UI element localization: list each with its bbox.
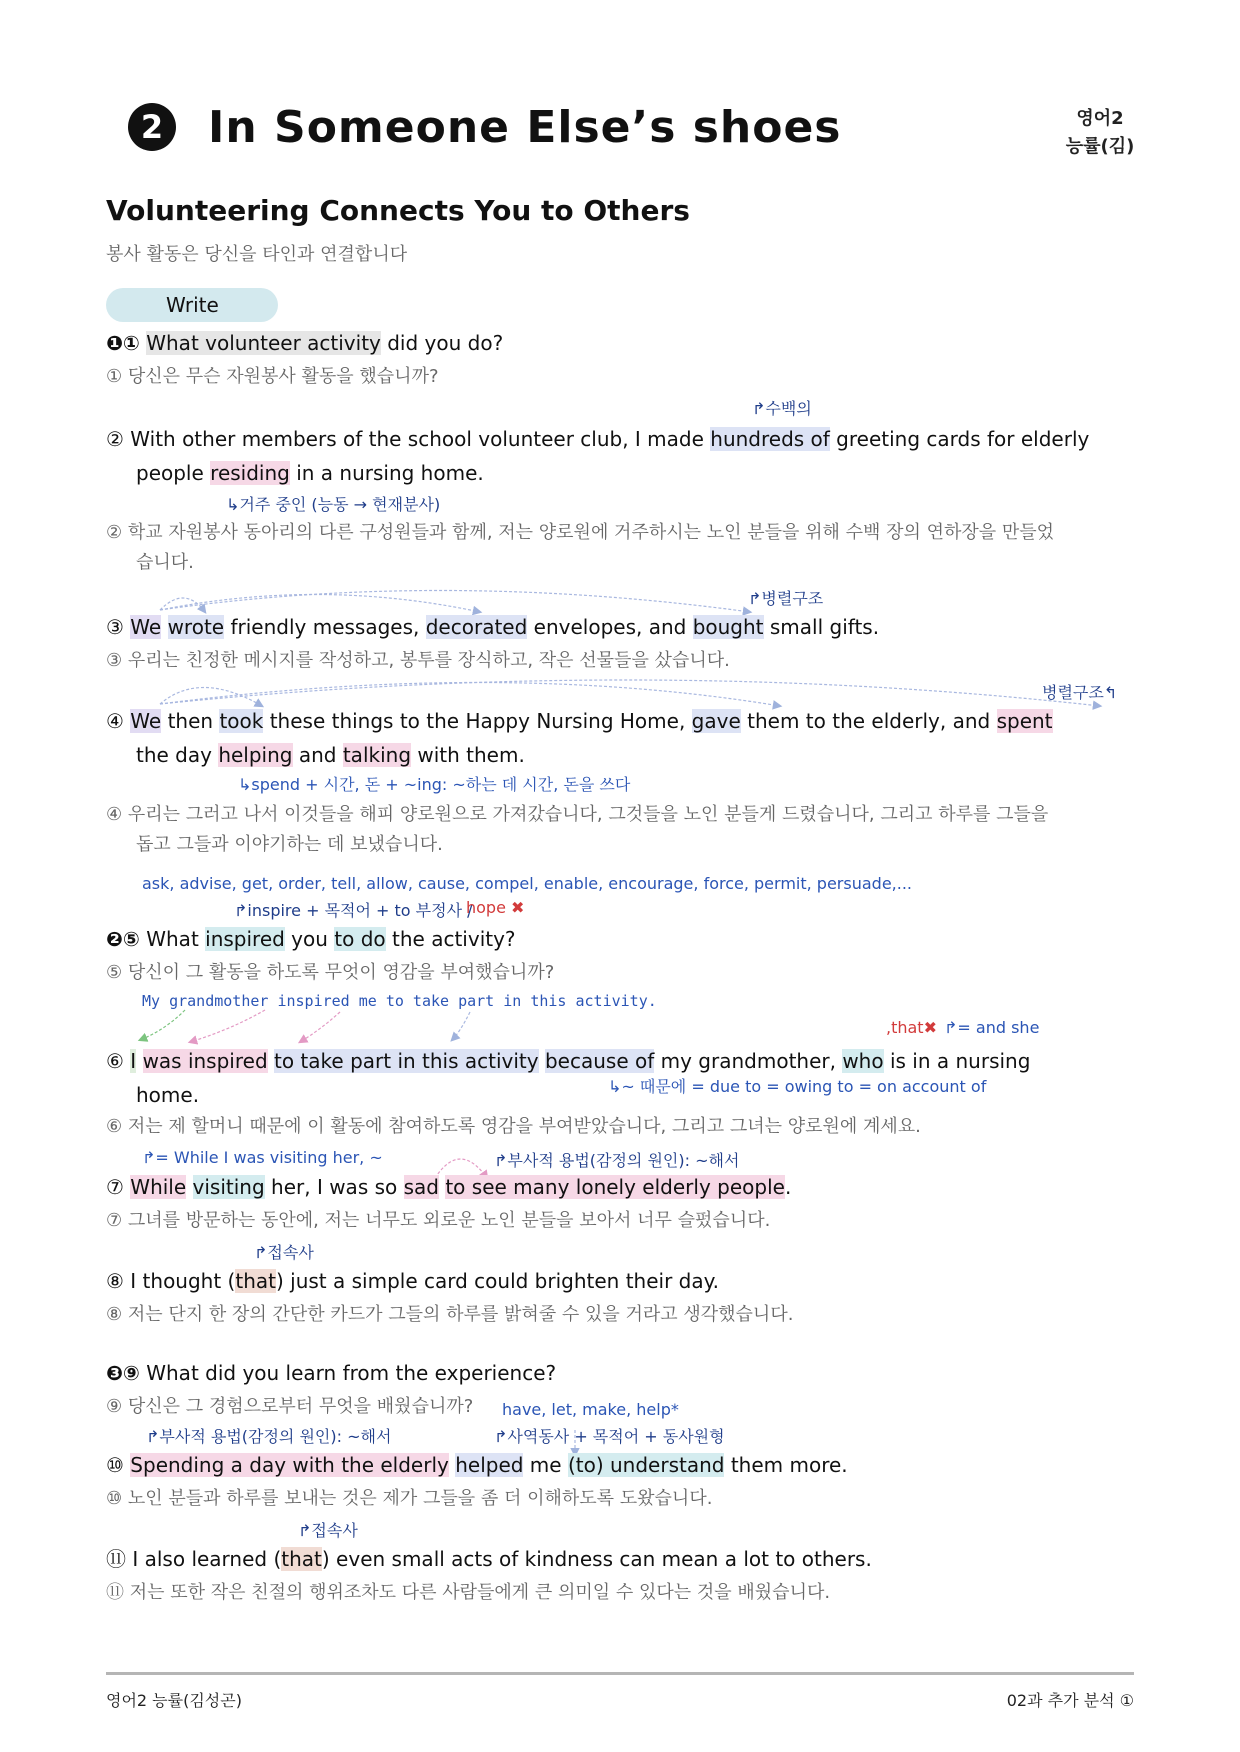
sentence-1: ❶① What volunteer activity did you do? — [106, 331, 504, 355]
annotation-have-let: have, let, make, help* — [502, 1400, 679, 1419]
sentence-1-ko: ① 당신은 무슨 자원봉사 활동을 했습니까? — [106, 366, 439, 387]
footer-left: 영어2 능률(김성곤) — [106, 1691, 242, 1710]
sentence-5-ko: ⑤ 당신이 그 활동을 하도록 무엇이 영감을 부여했습니까? — [106, 962, 555, 983]
section-title: Volunteering Connects You to Others — [106, 194, 690, 227]
footer-divider — [106, 1672, 1134, 1675]
annotation-residing: ↳거주 중인 (능동 → 현재분사) — [226, 495, 441, 514]
lesson-number-badge: 2 — [128, 103, 176, 151]
sentence-6-ko: ⑥ 저는 제 할머니 때문에 이 활동에 참여하도록 영감을 부여받았습니다, 그리고 그녀는 양로원에 계세요. — [106, 1116, 921, 1137]
corner-subject: 영어2 — [1076, 108, 1124, 129]
sentence-6: ⑥ I was inspired to take part in this activity because of my grandmother, who is in a nursing home. — [106, 1049, 1031, 1107]
annotation-hope: hope ✖ — [466, 898, 525, 917]
sentence-3-ko: ③ 우리는 친정한 메시지를 작성하고, 봉투를 장식하고, 작은 선물들을 샀습니다. — [106, 650, 730, 671]
sentence-8-ko: ⑧ 저는 단지 한 장의 간단한 카드가 그들의 하루를 밝혀줄 수 있을 거라고 생각했습니다. — [106, 1304, 794, 1325]
sentence-8: ⑧ I thought (that) just a simple card could brighten their day. — [106, 1269, 719, 1293]
write-tab[interactable]: Write — [106, 288, 278, 322]
corner-publisher: 능률(김) — [1065, 136, 1135, 157]
sentence-4-ko-line2: 돕고 그들과 이야기하는 데 보냈습니다. — [136, 834, 443, 855]
lesson-title: In Someone Else’s shoes — [208, 102, 842, 153]
sentence-7-ko: ⑦ 그녀를 방문하는 동안에, 저는 너무도 외로운 노인 분들을 보아서 너무 슬펐습니다. — [106, 1210, 771, 1231]
sentence-7: ⑦ While visiting her, I was so sad to see many lonely elderly people. — [106, 1175, 792, 1199]
annotation-because: ↳~ 때문에 = due to = owing to = on account of — [608, 1077, 987, 1096]
sentence-2-ko-line1: ② 학교 자원봉사 동아리의 다른 구성원들과 함께, 저는 양로원에 거주하시는 노인 분들을 위해 수백 장의 연하장을 만들었 — [106, 522, 1055, 543]
annotation-hundreds: ↱수백의 — [752, 399, 812, 418]
annotation-adverbial-1: ↱부사적 용법(감정의 원인): ~해서 — [494, 1151, 740, 1170]
sentence-10-ko: ⑩ 노인 분들과 하루를 보내는 것은 제가 그들을 좀 더 이해하도록 도왔습니다. — [106, 1488, 713, 1509]
annotation-verbs-list: ask, advise, get, order, tell, allow, cause, compel, enable, encourage, force, permit, persuade,... — [142, 874, 912, 893]
annotation-adverbial-2: ↱부사적 용법(감정의 원인): ~해서 — [146, 1427, 392, 1446]
sentence-10: ⑩ Spending a day with the elderly helped me (to) understand them more. — [106, 1453, 848, 1477]
sentence-4: ④ We then took these things to the Happy Nursing Home, gave them to the elderly, and spent the day helping and talking with them. — [106, 709, 1053, 767]
sentence-11-ko: ⑪ 저는 또한 작은 친절의 행위조차도 다른 사람들에게 큰 의미일 수 있다는 것을 배웠습니다. — [106, 1582, 831, 1603]
annotation-inspire: ↱inspire + 목적어 + to 부정사 / — [234, 901, 473, 920]
annotation-parallel-1: ↱병렬구조 — [748, 589, 824, 608]
annotation-that-x: ,that✖ — [886, 1018, 937, 1037]
sentence-9: ❸⑨ What did you learn from the experience? — [106, 1361, 557, 1385]
sentence-9-ko: ⑨ 당신은 그 경험으로부터 무엇을 배웠습니까? — [106, 1396, 474, 1417]
annotation-parallel-2: 병렬구조↰ — [1042, 683, 1118, 702]
annotation-conj-1: ↱접속사 — [254, 1243, 314, 1262]
annotation-spend: ↳spend + 시간, 돈 + ~ing: ~하는 데 시간, 돈을 쓰다 — [238, 775, 631, 794]
footer-right: 02과 추가 분석 ① — [1006, 1691, 1134, 1710]
annotation-while: ↱= While I was visiting her, ~ — [142, 1148, 383, 1167]
annotation-causative: ↱사역동사 + 목적어 + 동사원형 — [494, 1427, 725, 1446]
sentence-3: ③ We wrote friendly messages, decorated envelopes, and bought small gifts. — [106, 615, 880, 639]
sentence-5: ❷⑤ What inspired you to do the activity? — [106, 927, 516, 951]
sentence-11: ⑪ I also learned (that) even small acts of kindness can mean a lot to others. — [106, 1547, 872, 1571]
annotation-conj-2: ↱접속사 — [298, 1521, 358, 1540]
annotation-grandmother: My grandmother inspired me to take part in this activity. — [142, 992, 657, 1010]
sentence-2-ko-line2: 습니다. — [136, 552, 194, 573]
sentence-2: ② With other members of the school volunteer club, I made hundreds of greeting cards for elderly people residing in a nursing home. — [106, 427, 1090, 485]
section-title-ko: 봉사 활동은 당신을 타인과 연결합니다 — [106, 244, 408, 265]
sentence-4-ko-line1: ④ 우리는 그러고 나서 이것들을 해피 양로원으로 가져갔습니다, 그것들을 노인 분들게 드렸습니다, 그리고 하루를 그들을 — [106, 804, 1049, 825]
annotation-and-she: ↱= and she — [944, 1018, 1040, 1037]
